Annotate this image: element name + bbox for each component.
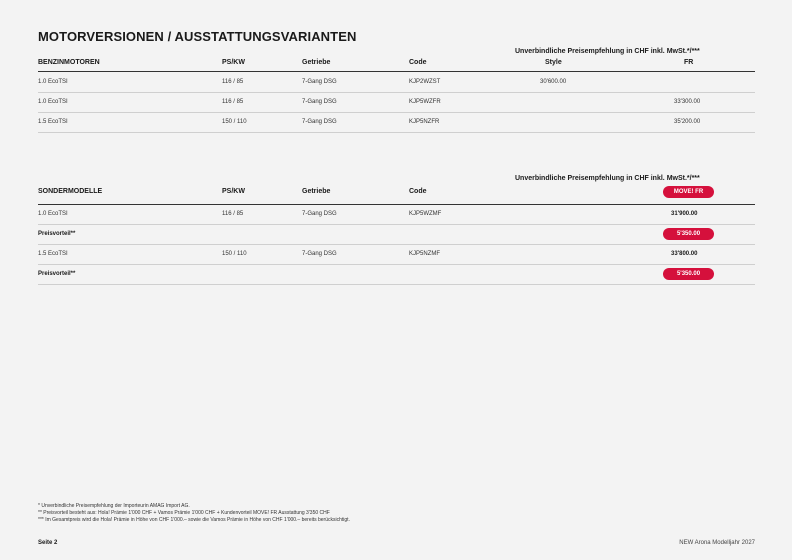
table-cell-model: 1.0 EcoTSI xyxy=(38,99,68,105)
preisvorteil-badge: 5'350.00 xyxy=(663,228,714,240)
row-divider xyxy=(38,112,755,113)
table-cell-pskw: 116 / 85 xyxy=(222,79,244,85)
row-divider xyxy=(38,284,755,285)
row-divider xyxy=(38,264,755,265)
table-cell-code: KJP5WZMF xyxy=(409,211,442,217)
table-cell-pskw: 150 / 110 xyxy=(222,119,247,125)
row-divider xyxy=(38,92,755,93)
table-cell-price: 33'800.00 xyxy=(671,251,698,257)
column-header-code: Code xyxy=(409,188,427,195)
table-cell-fr-price: 33'300.00 xyxy=(674,99,701,105)
footnote: * Unverbindliche Preisempfehlung der Importeurin AMAG Import AG. xyxy=(38,503,190,509)
row-divider xyxy=(38,244,755,245)
table-cell-model: 1.0 EcoTSI xyxy=(38,211,68,217)
column-header-style: Style xyxy=(545,59,562,66)
footnote: ** Preisvorteil besteht aus: Hola! Prämie 1'000 CHF + Vamos Prämie 1'000 CHF + Kundenvorteil MOVE! FR Ausstattung 3'350 CHF xyxy=(38,510,330,516)
table-cell-code: KJP2WZST xyxy=(409,79,441,85)
column-header-fr: FR xyxy=(684,59,694,66)
column-header-model: BENZINMOTOREN xyxy=(38,59,100,66)
row-divider xyxy=(38,224,755,225)
preisvorteil-badge: 5'350.00 xyxy=(663,268,714,280)
table-cell-code: KJP5WZFR xyxy=(409,99,441,105)
price-header: Unverbindliche Preisempfehlung in CHF inkl. MwSt.*/*** xyxy=(515,48,700,55)
column-header-pskw: PS/KW xyxy=(222,59,245,66)
table-cell-pskw: 116 / 85 xyxy=(222,211,244,217)
document-label: NEW Arona Modelljahr 2027 xyxy=(679,540,755,546)
table-cell-getriebe: 7-Gang DSG xyxy=(302,119,337,125)
column-header-model: SONDERMODELLE xyxy=(38,188,103,195)
header-divider xyxy=(38,204,755,205)
column-header-code: Code xyxy=(409,59,427,66)
preisvorteil-label: Preisvorteil** xyxy=(38,271,76,277)
table-cell-getriebe: 7-Gang DSG xyxy=(302,251,337,257)
table-cell-getriebe: 7-Gang DSG xyxy=(302,79,337,85)
table-cell-code: KJP5NZFR xyxy=(409,119,440,125)
column-header-getriebe: Getriebe xyxy=(302,188,331,195)
column-header-getriebe: Getriebe xyxy=(302,59,331,66)
column-header-pskw: PS/KW xyxy=(222,188,245,195)
price-header: Unverbindliche Preisempfehlung in CHF inkl. MwSt.*/*** xyxy=(515,175,700,182)
footnote: *** Im Gesamtpreis wird die Hola! Prämie in Höhe von CHF 1'000.– sowie die Vamos Prämie in Höhe von CHF 1'000.– bereits berücksichtigt. xyxy=(38,517,350,523)
row-divider xyxy=(38,132,755,133)
page-number: Seite 2 xyxy=(38,540,58,546)
table-cell-fr-price: 35'200.00 xyxy=(674,119,701,125)
table-cell-pskw: 150 / 110 xyxy=(222,251,247,257)
table-cell-style-price: 30'600.00 xyxy=(540,79,567,85)
page-title: MOTORVERSIONEN / AUSSTATTUNGSVARIANTEN xyxy=(38,29,357,44)
table-cell-model: 1.0 EcoTSI xyxy=(38,79,68,85)
header-divider xyxy=(38,71,755,72)
preisvorteil-label: Preisvorteil** xyxy=(38,231,76,237)
table-cell-getriebe: 7-Gang DSG xyxy=(302,99,337,105)
table-cell-getriebe: 7-Gang DSG xyxy=(302,211,337,217)
table-cell-model: 1.5 EcoTSI xyxy=(38,119,68,125)
table-cell-code: KJP5NZMF xyxy=(409,251,441,257)
table-cell-pskw: 116 / 85 xyxy=(222,99,244,105)
table-cell-price: 31'900.00 xyxy=(671,211,698,217)
move-fr-badge: MOVE! FR xyxy=(663,186,714,198)
table-cell-model: 1.5 EcoTSI xyxy=(38,251,68,257)
